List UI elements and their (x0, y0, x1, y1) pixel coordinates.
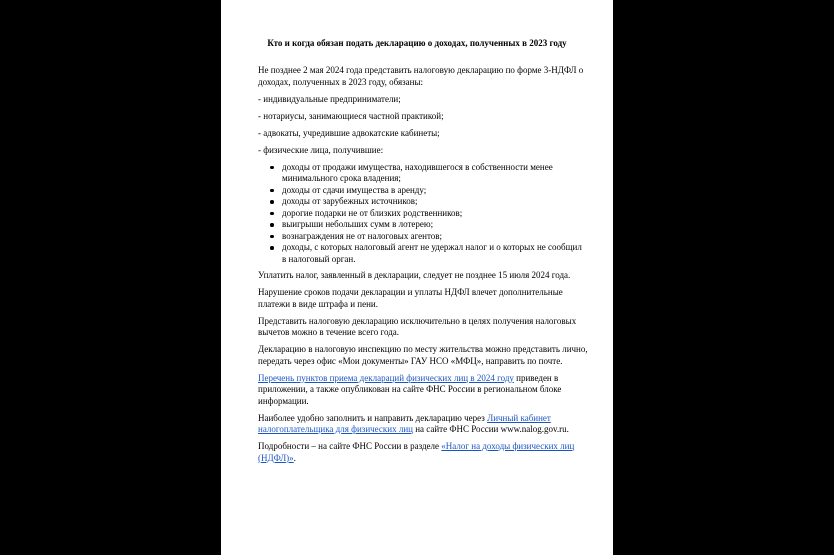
income-type-item: дорогие подарки не от близких родственников; (282, 208, 588, 220)
online-text-before: Наиболее удобно заполнить и направить декларацию через (258, 412, 488, 423)
income-type-item: доходы от зарубежных источников; (282, 196, 588, 208)
document-body (258, 65, 588, 470)
document-page (221, 0, 613, 555)
submission-paragraph: Декларацию в налоговую инспекцию по месту жительства можно представить лично, передать через офис «Мои документы» ГАУ НСО «МФЦ», направить по почте. (258, 344, 588, 366)
document-title: Кто и когда обязан подать декларацию о доходах, полученных в 2023 году (267, 38, 567, 48)
intro-paragraph: Не позднее 2 мая 2024 года представить налоговую декларацию по форме 3-НДФЛ о доходах, полученных в 2023 году, обязаны: (258, 65, 584, 87)
details-text-after: . (293, 452, 296, 463)
income-type-item: вознаграждения не от налоговых агентов; (282, 231, 588, 243)
income-type-item: доходы, с которых налоговый агент не удержал налог и о которых не сообщил в налоговый орган. (282, 242, 588, 265)
income-type-item: доходы от сдачи имущества в аренду; (282, 185, 588, 197)
online-paragraph (258, 413, 588, 436)
category-item: - нотариусы, занимающиеся частной практикой; (258, 110, 444, 121)
penalty-paragraph: Нарушение сроков подачи декларации и уплаты НДФЛ влечет дополнительные платежи в виде штрафа и пени. (258, 287, 563, 309)
income-types-list (258, 162, 588, 266)
taxpayer-account-link[interactable]: Личный кабинет налогоплательщика для физических лиц (258, 412, 551, 434)
details-paragraph (258, 441, 588, 464)
deductions-paragraph: Представить налоговую декларацию исключительно в целях получения налоговых вычетов можно в течение всего года. (258, 315, 577, 337)
category-item: - физические лица, получившие: (258, 144, 384, 155)
mfc-list-paragraph (258, 373, 588, 408)
mfc-list-text: приведен в приложении, а также опубликован на сайте ФНС России в региональном блоке информации. (258, 372, 562, 406)
income-type-item: выигрыши небольших сумм в лотерею; (282, 219, 588, 231)
online-text-after: на сайте ФНС России www.nalog.gov.ru. (412, 424, 569, 434)
income-type-item: доходы от продажи имущества, находившегося в собственности менее минимального срока владения; (282, 162, 588, 185)
ndfl-section-link[interactable]: «Налог на доходы физических лиц (НДФЛ)» (258, 441, 575, 463)
category-item: - адвокаты, учредившие адвокатские кабинеты; (258, 127, 440, 138)
details-text-before: Подробности – на сайте ФНС России в разделе (258, 441, 442, 451)
payment-deadline-paragraph: Уплатить налог, заявленный в декларации, следует не позднее 15 июля 2024 года. (258, 270, 571, 280)
mfc-list-link[interactable]: Перечень пунктов приема деклараций физических лиц в 2024 году (258, 372, 514, 383)
category-item: - индивидуальные предприниматели; (258, 93, 401, 104)
